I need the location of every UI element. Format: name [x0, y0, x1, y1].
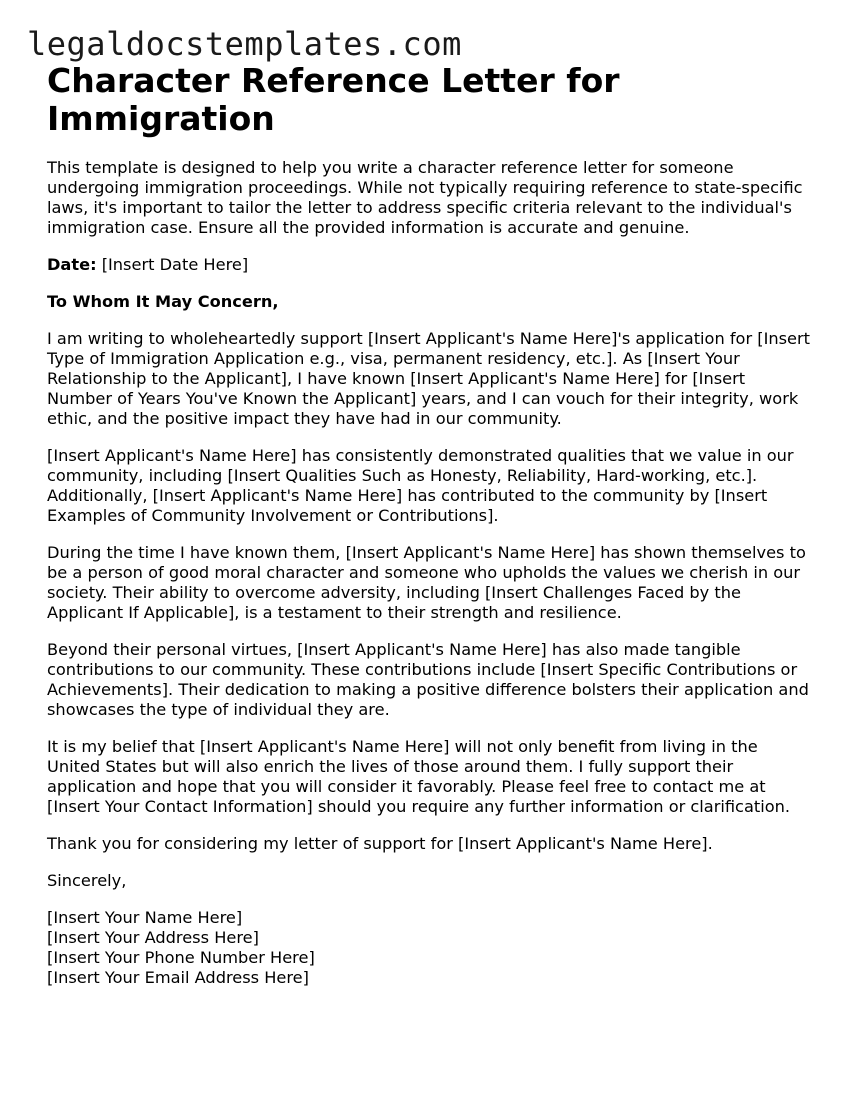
- body-paragraph-5: It is my belief that [Insert Applicant's Name Here] will not only benefit from living in the United States but will also enrich the lives of those around them. I fully support their application and hope that you will consider it favorably. Please feel free to contact me at [Insert Your Contact Information] should you require any further information or clarification.: [47, 737, 791, 816]
- intro-paragraph: This template is designed to help you write a character reference letter for someone undergoing immigration proceedings. While not typically requiring reference to state-specific laws, it's important to tailor the letter to address specific criteria relevant to the individual's immigration case. Ensure all the provided information is accurate and genuine.: [47, 158, 803, 237]
- document-title: Character Reference Letter for Immigration: [47, 61, 620, 138]
- signature-email: [Insert Your Email Address Here]: [47, 968, 309, 987]
- body-paragraph-3: During the time I have known them, [Insert Applicant's Name Here] has shown themselves to be a person of good moral character and someone who upholds the values we cherish in our society. Their ability to overcome adversity, including [Insert Challenges Faced by the Applicant If Applicable], is a testament to their strength and resilience.: [47, 543, 806, 622]
- signature-address: [Insert Your Address Here]: [47, 928, 259, 947]
- date-label: Date:: [47, 255, 97, 274]
- signature-name: [Insert Your Name Here]: [47, 908, 243, 927]
- signature-block: [47, 908, 812, 988]
- date-value: [Insert Date Here]: [96, 255, 249, 274]
- closing-thanks: Thank you for considering my letter of support for [Insert Applicant's Name Here].: [47, 834, 713, 853]
- body-paragraph-2: [Insert Applicant's Name Here] has consistently demonstrated qualities that we value in our community, including [Insert Qualities Such as Honesty, Reliability, Hard-working, etc.]. Additionally, [Insert Applicant's Name Here] has contributed to the community by [Insert Examples of Community Involvement or Contributions].: [47, 446, 794, 525]
- salutation: To Whom It May Concern,: [47, 292, 279, 311]
- site-watermark: legaldocstemplates.com: [27, 25, 462, 63]
- signature-phone: [Insert Your Phone Number Here]: [47, 948, 315, 967]
- closing: Sincerely,: [47, 871, 127, 890]
- date-line: [47, 255, 812, 275]
- document-page: [47, 62, 812, 1005]
- body-paragraph-1: I am writing to wholeheartedly support [Insert Applicant's Name Here]'s application for [Insert Type of Immigration Application e.g., visa, permanent residency, etc.]. As [Insert Your Relationship to the Applicant], I have known [Insert Applicant's Name Here] for [Insert Number of Years You've Known the Applicant] years, and I can vouch for their integrity, work ethic, and the positive impact they have had in our community.: [47, 329, 811, 428]
- body-paragraph-4: Beyond their personal virtues, [Insert Applicant's Name Here] has also made tangible contributions to our community. These contributions include [Insert Specific Contributions or Achievements]. Their dedication to making a positive difference bolsters their application and showcases the type of individual they are.: [47, 640, 809, 719]
